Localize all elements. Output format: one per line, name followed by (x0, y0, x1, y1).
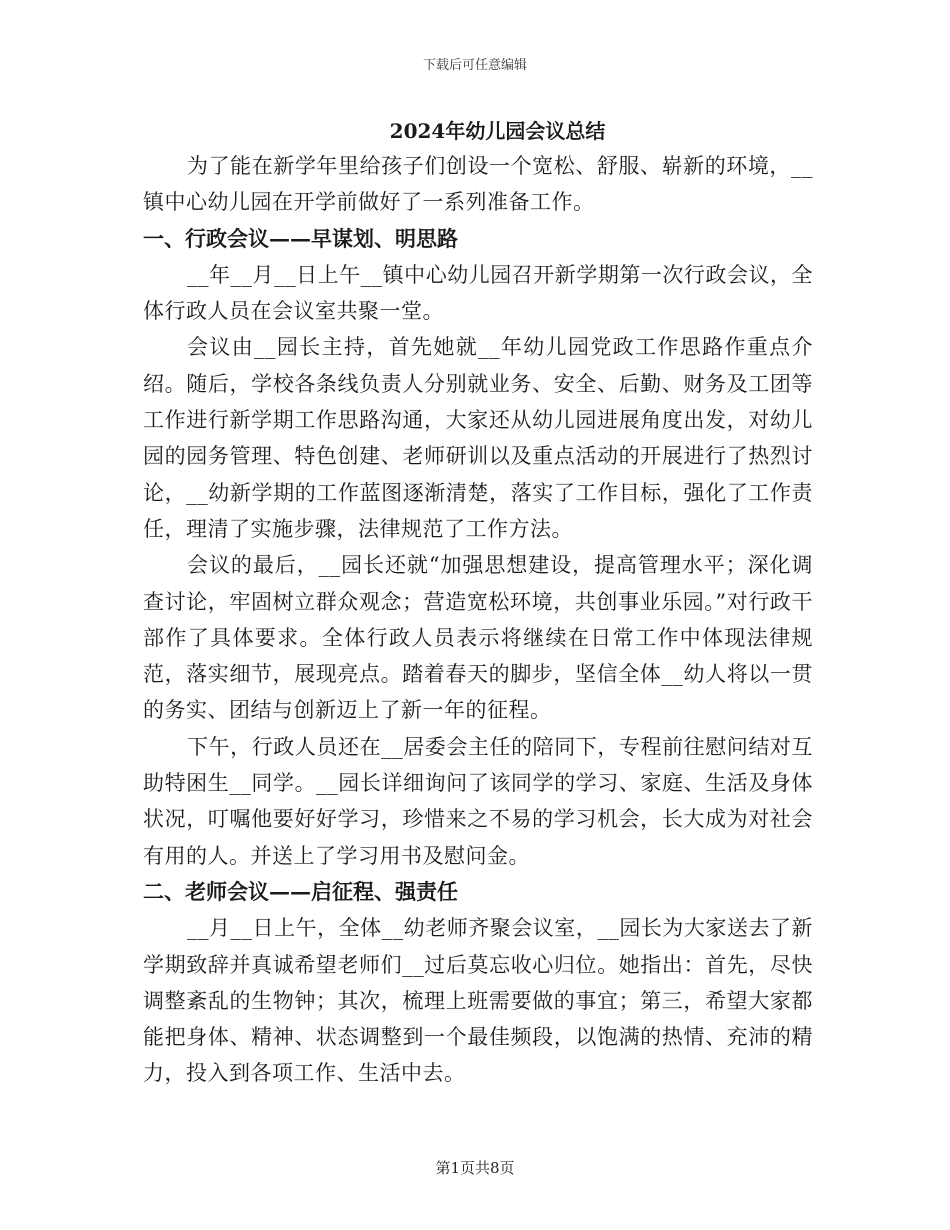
document-title: 2024年幼儿园会议总结 (389, 119, 606, 143)
paragraph-4: 下午，行政人员还在__居委会主任的陪同下，专程前往慰问结对互助特困生__同学。__园长详细询问了该同学的学习、家庭、生活及身体状况，叮嘱他要好好学习，珍惜来之不易的学习机会，长大成为对社会有用的人。并送上了学习用书及慰问金。 (143, 734, 813, 868)
page-header: 下载后可任意编辑 (422, 58, 527, 73)
page-footer: 第1页共8页 (435, 1159, 515, 1177)
paragraph-2: 会议由__园长主持，首先她就__年幼儿园党政工作思路作重点介绍。随后，学校各条线负责人分别就业务、安全、后勤、财务及工团等工作进行新学期工作思路沟通，大家还从幼儿园进展角度出发，对幼儿园的园务管理、特色创建、老师研训以及重点活动的开展进行了热烈讨论，__幼新学期的工作蓝图逐渐清楚，落实了工作目标，强化了工作责任，理清了实施步骤，法律规范了工作方法。 (143, 335, 813, 541)
paragraph-1: __年__月__日上午__镇中心幼儿园召开新学期第一次行政会议，全体行政人员在会议室共聚一堂。 (143, 262, 813, 324)
section-heading-2: 二、老师会议——启征程、强责任 (143, 878, 458, 904)
section-heading-1: 一、行政会议——早谋划、明思路 (143, 225, 458, 251)
paragraph-intro: 为了能在新学年里给孩子们创设一个宽松、舒服、崭新的环境，__镇中心幼儿园在开学前做好了一系列准备工作。 (143, 154, 813, 215)
paragraph-5: __月__日上午，全体__幼老师齐聚会议室，__园长为大家送去了新学期致辞并真诚希望老师们__过后莫忘收心归位。她指出：首先，尽快调整紊乱的生物钟；其次，梳理上班需要做的事宜；第三，希望大家都能把身体、精神、状态调整到一个最佳频段，以饱满的热情、充沛的精力，投入到各项工作、生活中去。 (143, 916, 813, 1086)
document-body (143, 148, 813, 1092)
paragraph-3: 会议的最后，__园长还就“加强思想建设，提高管理水平；深化调查讨论，牢固树立群众观念；营造宽松环境，共创事业乐园。”对行政干部作了具体要求。全体行政人员表示将继续在日常工作中体现法律规范，落实细节，展现亮点。踏着春天的脚步，坚信全体__幼人将以一贯的务实、团结与创新迈上了新一年的征程。 (143, 553, 813, 723)
